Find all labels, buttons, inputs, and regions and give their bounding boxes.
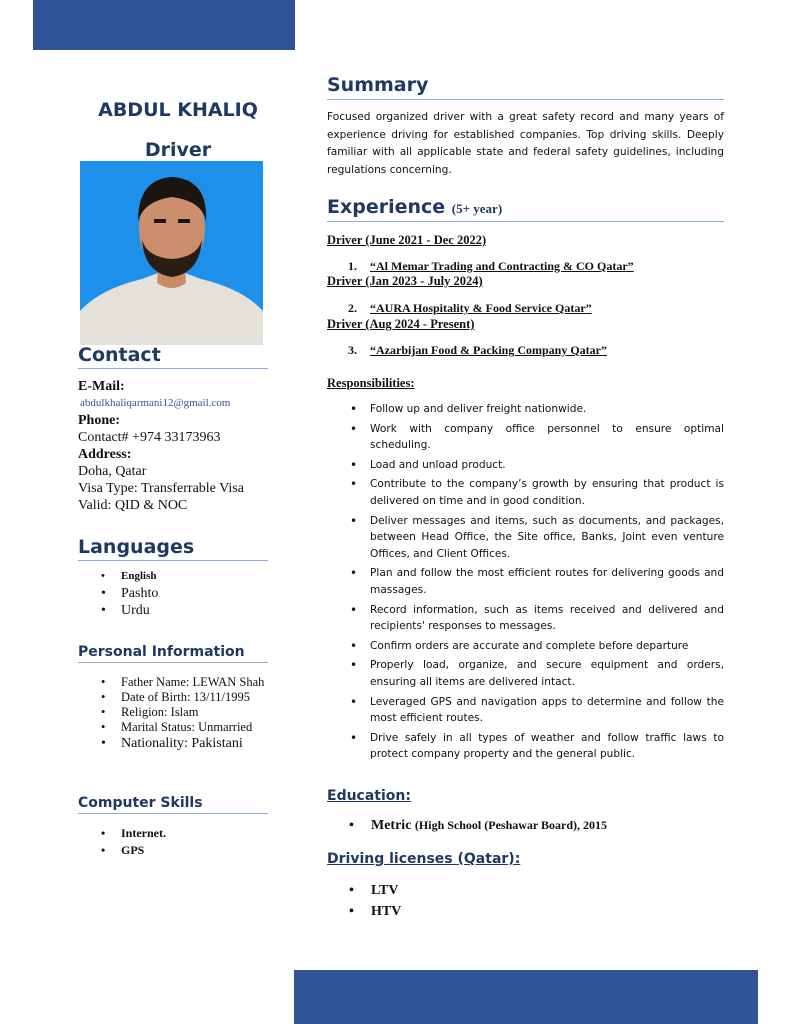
summary-text: Focused organized driver with a great safety record and many years of experience driving for established companies. Top driving skills. Deeply familiar with all applicable state and federal safety guidelines, including regulations concerning. [327, 111, 724, 176]
company-name: “Al Memar Trading and Contracting & CO Qatar” [370, 259, 634, 273]
company-line [348, 343, 607, 358]
list-item: • Pashto [78, 585, 268, 602]
company-line [348, 259, 634, 274]
degree: Metric [371, 818, 412, 833]
computer-skills-heading: Computer Skills [78, 795, 268, 814]
list-item: • Leveraged GPS and navigation apps to determine and follow the most efficient routes. [327, 694, 724, 727]
phone-label: Phone: [78, 413, 120, 428]
personal-info-heading: Personal Information [78, 644, 268, 663]
job-title: Driver (June 2021 - Dec 2022) [327, 233, 487, 247]
bottom-accent-bar [294, 970, 758, 1024]
job-title: Driver (Aug 2024 - Present) [327, 317, 475, 331]
company-name: “Azarbijan Food & Packing Company Qatar” [370, 343, 607, 357]
computer-skills-list [78, 825, 270, 859]
list-item: • Load and unload product. [327, 457, 724, 474]
address-label: Address: [78, 447, 132, 462]
list-item: • Religion: Islam [78, 705, 270, 720]
list-item: • Nationality: Pakistani [78, 735, 270, 753]
list-item: • Deliver messages and items, such as documents, and packages, between Head Office, the Site office, Banks, Joint even venture Offices, and Client Offices. [327, 513, 724, 563]
summary-heading: Summary [327, 74, 724, 100]
licenses-list [327, 880, 401, 922]
languages-list [78, 568, 268, 619]
list-item: • Contribute to the company’s growth by ensuring that product is delivered on time and in good condition. [327, 476, 724, 509]
contact-heading: Contact [78, 344, 268, 369]
email-link[interactable]: abdulkhaliqarmani12@gmail.com [80, 397, 231, 409]
experience-heading [327, 196, 724, 222]
candidate-role: Driver [144, 139, 212, 161]
list-item: • Work with company office personnel to ensure optimal scheduling. [327, 421, 724, 454]
visa-type: Visa Type: Transferrable Visa [78, 481, 244, 496]
profile-photo [80, 161, 263, 345]
top-accent-bar [33, 0, 295, 50]
experience-years: (5+ year) [451, 201, 503, 216]
visa-valid: Valid: QID & NOC [78, 498, 188, 513]
company-number: 3. [348, 343, 357, 357]
candidate-name: ABDUL KHALIQ [98, 99, 258, 121]
list-item: • Confirm orders are accurate and complete before departure [327, 638, 724, 655]
degree-detail: (High School (Peshawar Board), 2015 [414, 818, 608, 832]
list-item: • HTV [327, 901, 401, 922]
company-line [348, 301, 592, 316]
experience-title: Experience [327, 196, 446, 218]
languages-heading: Languages [78, 536, 268, 561]
education-item [327, 818, 791, 834]
list-item: • Marital Status: Unmarried [78, 720, 270, 735]
list-item: • Urdu [78, 602, 268, 619]
list-item: • Internet. [78, 825, 270, 842]
job-title: Driver (Jan 2023 - July 2024) [327, 274, 483, 288]
address-value: Doha, Qatar [78, 464, 147, 479]
list-item: • Follow up and deliver freight nationwide. [327, 401, 724, 418]
list-item: • LTV [327, 880, 401, 901]
company-number: 2. [348, 301, 357, 315]
personal-info-list [78, 675, 270, 753]
licenses-heading: Driving licenses (Qatar): [327, 851, 521, 867]
responsibilities-heading: Responsibilities: [327, 376, 415, 390]
list-item: • Date of Birth: 13/11/1995 [78, 690, 270, 705]
list-item: • Properly load, organize, and secure equipment and orders, ensuring all items are delivered intact. [327, 657, 724, 690]
list-item: • Father Name: LEWAN Shah [78, 675, 270, 690]
list-item: • Plan and follow the most efficient routes for delivering goods and massages. [327, 565, 724, 598]
company-number: 1. [348, 259, 357, 273]
list-item: • GPS [78, 842, 270, 859]
phone-value: Contact# +974 33173963 [78, 430, 221, 445]
list-item: • English [78, 568, 268, 585]
education-heading: Education: [327, 788, 411, 804]
company-name: “AURA Hospitality & Food Service Qatar” [370, 301, 592, 315]
contact-section [78, 378, 278, 514]
email-label: E-Mail: [78, 379, 125, 394]
list-item: • Record information, such as items received and delivered and recipients' responses to messages. [327, 602, 724, 635]
list-item: • Drive safely in all types of weather and follow traffic laws to protect company property and the general public. [327, 730, 724, 763]
responsibilities-list [327, 401, 724, 766]
